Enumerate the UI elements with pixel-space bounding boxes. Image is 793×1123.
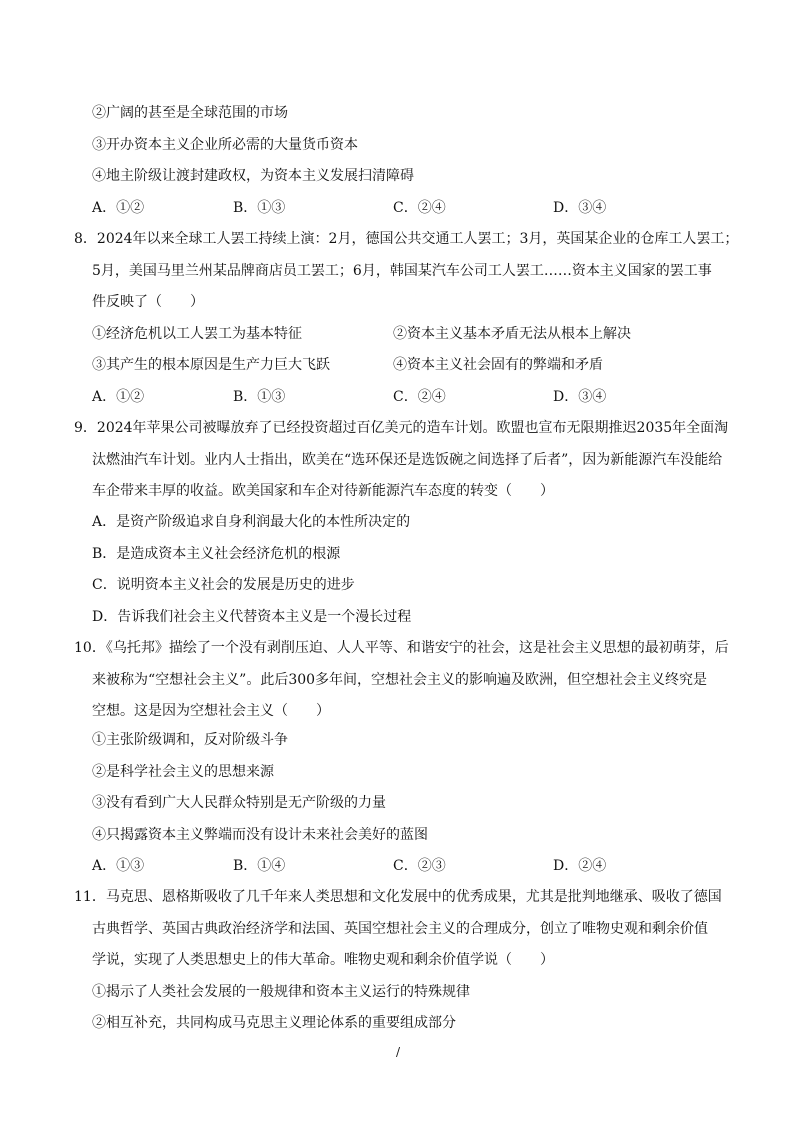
question-11-stem: 11．马克思、恩格斯吸收了几千年来人类思想和文化发展中的优秀成果，尤其是批判地继承、吸收了德国 <box>74 889 722 905</box>
question-8-stem: 5月，美国马里兰州某品牌商店员工罢工；6月，韩国某汽车公司工人罢工……资本主义国家的罢工事 <box>92 263 712 279</box>
option-left: ①经济危机以工人罢工为基本特征 <box>92 326 302 342</box>
option-line: ③没有看到广大人民群众特别是无产阶级的力量 <box>92 795 386 811</box>
answer-choice-c: C．②④ <box>393 200 446 216</box>
option-right: ④资本主义社会固有的弊端和矛盾 <box>393 357 603 373</box>
answer-choice-d: D．③④ <box>553 389 607 405</box>
question-11-stem: 古典哲学、英国古典政治经济学和法国、英国空想社会主义的合理成分，创立了唯物史观和剩余价值 <box>92 921 708 937</box>
answer-choice-a: A．①② <box>92 389 145 405</box>
option-line: ①主张阶级调和，反对阶级斗争 <box>92 732 288 748</box>
answer-choice-a: A．①③ <box>92 858 145 874</box>
answer-choice-a: A．①② <box>92 200 145 216</box>
option-line: C．说明资本主义社会的发展是历史的进步 <box>92 577 355 593</box>
page-footer-mark: / <box>396 1045 401 1059</box>
answer-choice-d: D．②④ <box>553 858 607 874</box>
question-9-stem: 9．2024年苹果公司被曝放弃了已经投资超过百亿美元的造车计划。欧盟也宣布无限期推迟2035年全面淘 <box>74 420 729 436</box>
question-10-stem: 空想。这是因为空想社会主义（ ） <box>92 703 330 719</box>
answer-choice-d: D．③④ <box>553 200 607 216</box>
option-line: ④地主阶级让渡封建政权，为资本主义发展扫清障碍 <box>92 168 414 184</box>
option-line: ②是科学社会主义的思想来源 <box>92 764 274 780</box>
answer-choice-b: B．①③ <box>233 200 286 216</box>
option-line: ③开办资本主义企业所必需的大量货币资本 <box>92 137 358 153</box>
option-line: ④只揭露资本主义弊端而没有设计未来社会美好的蓝图 <box>92 827 428 843</box>
question-11-stem: 学说，实现了人类思想史上的伟大革命。唯物史观和剩余价值学说（ ） <box>92 952 554 968</box>
option-right: ②资本主义基本矛盾无法从根本上解决 <box>393 326 631 342</box>
option-left: ③其产生的根本原因是生产力巨大飞跃 <box>92 357 330 373</box>
question-8-stem: 8．2024年以来全球工人罢工持续上演：2月，德国公共交通工人罢工；3月，英国某企业的仓库工人罢工； <box>74 231 739 247</box>
option-line: B．是造成资本主义社会经济危机的根源 <box>92 546 341 562</box>
option-line: ②相互补充，共同构成马克思主义理论体系的重要组成部分 <box>92 1015 456 1031</box>
option-line: ①揭示了人类社会发展的一般规律和资本主义运行的特殊规律 <box>92 984 470 1000</box>
question-9-stem: 汰燃油汽车计划。业内人士指出，欧美在“选环保还是选饭碗之间选择了后者”，因为新能源汽车没能给 <box>92 452 723 468</box>
question-10-stem: 10．《乌托邦》描绘了一个没有剥削压迫、人人平等、和谐安宁的社会，这是社会主义思想的最初萌芽，后 <box>74 640 729 656</box>
answer-choice-b: B．①③ <box>233 389 286 405</box>
option-line: A．是资产阶级追求自身利润最大化的本性所决定的 <box>92 514 411 530</box>
option-line: ②广阔的甚至是全球范围的市场 <box>92 105 288 121</box>
answer-choice-b: B．①④ <box>233 858 286 874</box>
answer-choice-c: C．②④ <box>393 389 446 405</box>
question-10-stem: 来被称为“空想社会主义”。此后300多年间，空想社会主义的影响遍及欧洲，但空想社会主义终究是 <box>92 672 708 688</box>
question-8-stem: 件反映了（ ） <box>92 294 204 310</box>
option-line: D．告诉我们社会主义代替资本主义是一个漫长过程 <box>92 609 412 625</box>
question-9-stem: 车企带来丰厚的收益。欧美国家和车企对待新能源汽车态度的转变（ ） <box>92 483 554 499</box>
answer-choice-c: C．②③ <box>393 858 446 874</box>
